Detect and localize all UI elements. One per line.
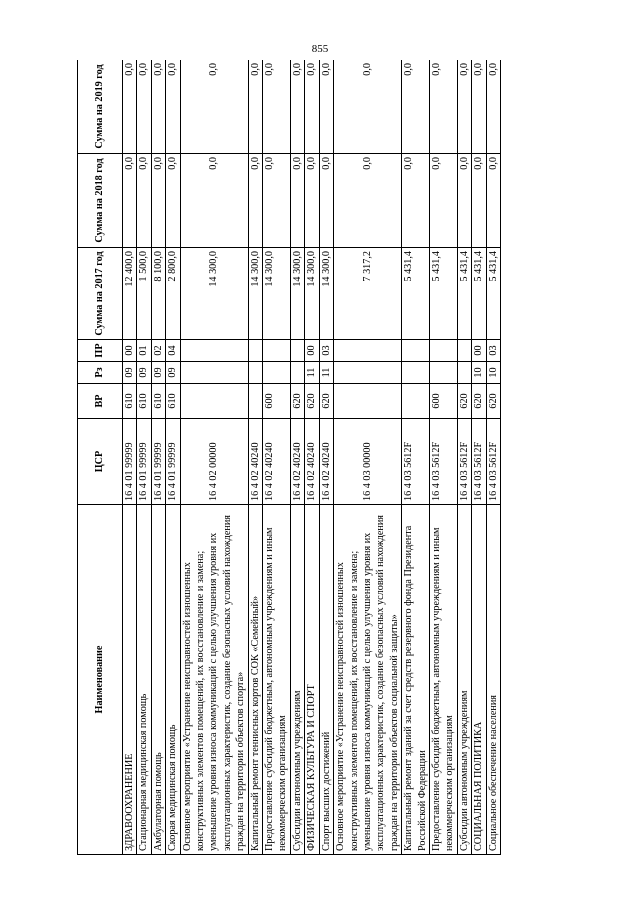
row-sum-2017: 5 431,4 [457,248,471,340]
row-name: Социальное обеспечение населения [486,505,500,855]
row-rz: 10 [472,362,486,384]
row-sum-2017: 5 431,4 [429,248,457,340]
table-row [319,60,333,855]
row-sum-2018: 0,0 [137,154,151,248]
row-sum-2019: 0,0 [137,60,151,154]
row-sum-2019: 0,0 [180,60,248,154]
row-sum-2017: 14 300,0 [290,248,304,340]
row-sum-2018: 0,0 [429,154,457,248]
row-sum-2018: 0,0 [305,154,319,248]
row-rz [457,362,471,384]
col-header-2019: Сумма на 2019 год [78,60,123,154]
row-name: Предоставление субсидий бюджетным, автономным учреждениям и иным некоммерческим организациям [263,505,291,855]
page-number: 855 [311,43,329,55]
table-row [290,60,304,855]
row-csr: 16 4 01 99999 [123,419,137,505]
row-sum-2018: 0,0 [319,154,333,248]
row-rz [429,362,457,384]
row-vr: 620 [305,384,319,419]
row-name: Капитальный ремонт зданий за счет средств резервного фонда Президента Российской Федерации [402,505,430,855]
row-sum-2018: 0,0 [263,154,291,248]
row-sum-2017: 5 431,4 [402,248,430,340]
row-csr: 16 4 02 40240 [305,419,319,505]
row-sum-2017: 14 300,0 [180,248,248,340]
row-sum-2018: 0,0 [402,154,430,248]
row-csr: 16 4 01 99999 [151,419,165,505]
table-row [402,60,430,855]
rotated-table-container [77,60,570,855]
rotated-page-area [77,60,570,855]
table-body [123,60,501,855]
row-vr: 620 [472,384,486,419]
row-sum-2018: 0,0 [248,154,262,248]
row-sum-2017: 14 300,0 [319,248,333,340]
table-row [248,60,262,855]
row-rz: 11 [305,362,319,384]
row-sum-2019: 0,0 [305,60,319,154]
row-csr: 16 4 03 5612F [472,419,486,505]
row-sum-2019: 0,0 [429,60,457,154]
row-name: Основное мероприятие «Устранение неисправностей изношенных конструктивных элементов помещений, их восстановление и замена; уменьшение уровня износа коммуникаций с целью улучшения уровня их эксплуатационных характеристик, создание безопасных условий нахождения граждан на территории объектов социальной защиты» [334,505,402,855]
row-vr: 610 [151,384,165,419]
row-rz: 09 [137,362,151,384]
row-rz [334,362,402,384]
row-name: Субсидии автономным учреждениям [290,505,304,855]
row-vr: 610 [137,384,151,419]
row-vr: 610 [166,384,180,419]
row-name: Предоставление субсидий бюджетным, автономным учреждениям и иным некоммерческим организациям [429,505,457,855]
row-sum-2019: 0,0 [151,60,165,154]
row-sum-2018: 0,0 [457,154,471,248]
row-sum-2019: 0,0 [472,60,486,154]
row-sum-2019: 0,0 [166,60,180,154]
col-header-2017: Сумма на 2017 год [78,248,123,340]
row-rz: 10 [486,362,500,384]
row-csr: 16 4 03 5612F [457,419,471,505]
row-name: Стационарная медицинская помощь [137,505,151,855]
budget-table [77,60,501,855]
row-pr: 00 [305,340,319,362]
row-pr [334,340,402,362]
header-row [78,60,123,855]
row-sum-2018: 0,0 [180,154,248,248]
row-name: ФИЗИЧЕСКАЯ КУЛЬТУРА И СПОРТ [305,505,319,855]
table-row [334,60,402,855]
row-pr [248,340,262,362]
row-sum-2017: 14 300,0 [248,248,262,340]
table-row [486,60,500,855]
row-sum-2017: 5 431,4 [472,248,486,340]
row-sum-2017: 14 300,0 [263,248,291,340]
row-csr: 16 4 02 40240 [248,419,262,505]
table-row [472,60,486,855]
row-pr [429,340,457,362]
row-pr: 00 [123,340,137,362]
row-sum-2019: 0,0 [319,60,333,154]
row-vr [334,384,402,419]
row-vr: 600 [263,384,291,419]
row-name: СОЦИАЛЬНАЯ ПОЛИТИКА [472,505,486,855]
row-sum-2019: 0,0 [486,60,500,154]
row-csr: 16 4 02 40240 [319,419,333,505]
row-sum-2018: 0,0 [334,154,402,248]
row-sum-2019: 0,0 [457,60,471,154]
row-rz [290,362,304,384]
row-rz [248,362,262,384]
table-header [78,60,123,855]
row-pr [402,340,430,362]
row-vr: 610 [123,384,137,419]
row-csr: 16 4 03 00000 [334,419,402,505]
col-header-name: Наименование [78,505,123,855]
row-sum-2018: 0,0 [486,154,500,248]
row-sum-2017: 8 100,0 [151,248,165,340]
table-row [457,60,471,855]
row-sum-2019: 0,0 [248,60,262,154]
col-header-2018: Сумма на 2018 год [78,154,123,248]
row-vr: 620 [290,384,304,419]
row-pr: 03 [319,340,333,362]
row-name: Скорая медицинская помощь [166,505,180,855]
row-pr [457,340,471,362]
row-sum-2017: 2 800,0 [166,248,180,340]
row-sum-2017: 1 500,0 [137,248,151,340]
row-rz [263,362,291,384]
table-row [123,60,137,855]
row-csr: 16 4 01 99999 [137,419,151,505]
table-row [137,60,151,855]
col-header-pr: ПР [78,340,123,362]
row-name: Субсидии автономным учреждениям [457,505,471,855]
row-sum-2019: 0,0 [263,60,291,154]
row-sum-2018: 0,0 [123,154,137,248]
table-row [180,60,248,855]
row-vr: 620 [486,384,500,419]
row-vr: 620 [457,384,471,419]
row-rz: 09 [166,362,180,384]
row-sum-2019: 0,0 [402,60,430,154]
row-vr: 620 [319,384,333,419]
row-csr: 16 4 01 99999 [166,419,180,505]
row-sum-2018: 0,0 [151,154,165,248]
row-pr: 01 [137,340,151,362]
row-csr: 16 4 03 5612F [486,419,500,505]
table-row [166,60,180,855]
row-sum-2019: 0,0 [334,60,402,154]
row-sum-2017: 14 300,0 [305,248,319,340]
row-vr [402,384,430,419]
row-csr: 16 4 02 40240 [263,419,291,505]
row-name: Амбулаторная помощь [151,505,165,855]
col-header-vr: ВР [78,384,123,419]
row-sum-2019: 0,0 [290,60,304,154]
table-row [429,60,457,855]
row-vr: 600 [429,384,457,419]
row-name: Спорт высших достижений [319,505,333,855]
table-row [263,60,291,855]
table-row [305,60,319,855]
row-rz [402,362,430,384]
row-vr [248,384,262,419]
row-rz: 09 [123,362,137,384]
row-sum-2017: 5 431,4 [486,248,500,340]
row-pr [263,340,291,362]
row-csr: 16 4 02 40240 [290,419,304,505]
table-row [151,60,165,855]
row-sum-2019: 0,0 [123,60,137,154]
row-pr: 04 [166,340,180,362]
row-pr [180,340,248,362]
row-sum-2018: 0,0 [166,154,180,248]
col-header-rz: Рз [78,362,123,384]
row-rz [180,362,248,384]
row-vr [180,384,248,419]
row-name: Капитальный ремонт теннисных кортов СОК «Семейный» [248,505,262,855]
row-name: ЗДРАВООХРАНЕНИЕ [123,505,137,855]
row-csr: 16 4 02 00000 [180,419,248,505]
row-csr: 16 4 03 5612F [429,419,457,505]
row-sum-2018: 0,0 [290,154,304,248]
col-header-csr: ЦСР [78,419,123,505]
row-rz: 09 [151,362,165,384]
row-sum-2017: 12 400,0 [123,248,137,340]
row-sum-2018: 0,0 [472,154,486,248]
row-pr: 02 [151,340,165,362]
row-pr: 00 [472,340,486,362]
row-pr [290,340,304,362]
row-csr: 16 4 03 5612F [402,419,430,505]
row-pr: 03 [486,340,500,362]
row-rz: 11 [319,362,333,384]
row-name: Основное мероприятие «Устранение неисправностей изношенных конструктивных элементов помещений, их восстановление и замена; уменьшение уровня износа коммуникаций с целью улучшения уровня их эксплуатационных характеристик, создание безопасных условий нахождения граждан на территории объектов спорта» [180,505,248,855]
row-sum-2017: 7 317,2 [334,248,402,340]
